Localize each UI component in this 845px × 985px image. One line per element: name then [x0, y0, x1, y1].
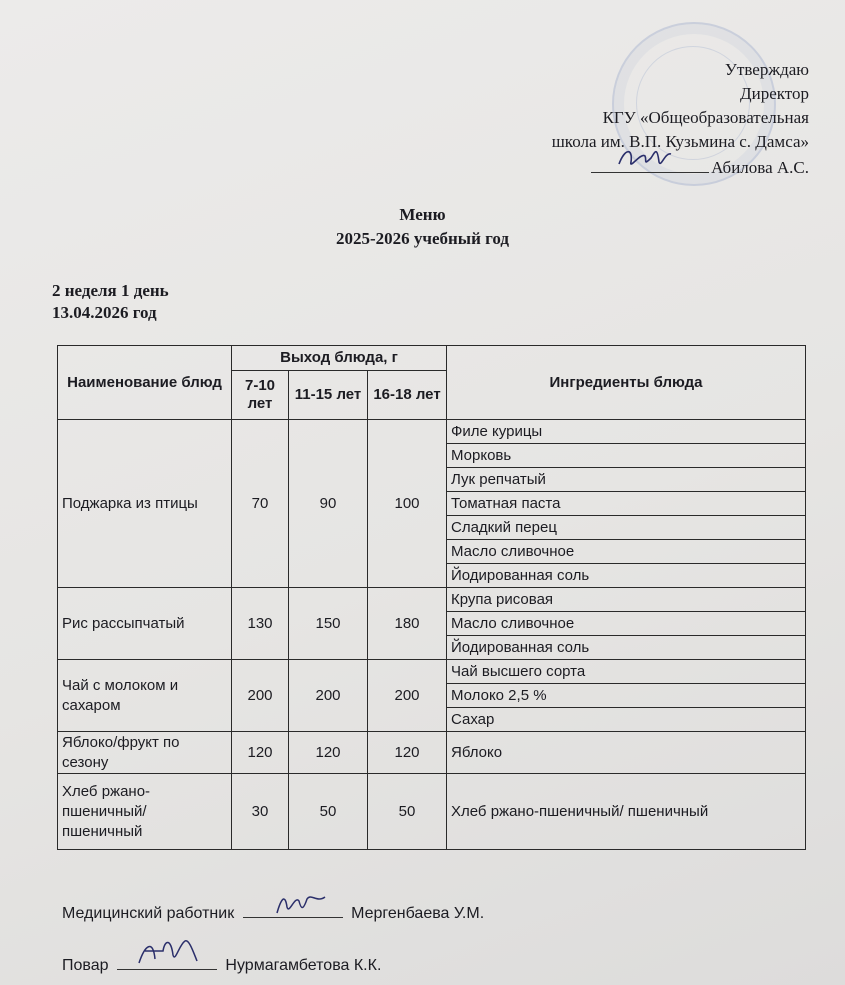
cook-signature: [135, 933, 205, 967]
dish-output-11-15: 150: [289, 588, 368, 660]
ingredient: Сахар: [447, 708, 806, 732]
menu-table: [57, 345, 806, 850]
ingredient: Йодированная соль: [447, 636, 806, 660]
medic-signature-row: [62, 903, 484, 923]
dish-output-7-10: 200: [232, 660, 289, 732]
ingredient: Морковь: [447, 444, 806, 468]
director-name: Абилова А.С.: [711, 158, 809, 177]
dish-output-16-18: 200: [368, 660, 447, 732]
header-output: Выход блюда, г: [232, 346, 447, 371]
week-day: 2 неделя 1 день: [52, 281, 169, 300]
medic-signature: [273, 889, 333, 917]
dish-output-16-18: 180: [368, 588, 447, 660]
menu-date: 13.04.2026 год: [52, 303, 157, 322]
menu-title: Меню: [399, 205, 446, 224]
ingredient: Масло сливочное: [447, 612, 806, 636]
approval-line-2: Директор: [740, 84, 809, 103]
director-signature-row: [552, 154, 809, 180]
header-age-16-18: 16-18 лет: [368, 371, 447, 420]
ingredient: Масло сливочное: [447, 540, 806, 564]
ingredient: Лук репчатый: [447, 468, 806, 492]
medic-name: Мергенбаева У.М.: [351, 905, 485, 922]
week-info: [52, 280, 169, 324]
header-age-11-15: 11-15 лет: [289, 371, 368, 420]
school-year: 2025-2026 учебный год: [335, 229, 510, 248]
cook-signature-row: [62, 955, 381, 975]
approval-line-3: КГУ «Общеобразовательная: [602, 108, 809, 127]
cook-signature-line: [117, 955, 217, 970]
ingredient: Томатная паста: [447, 492, 806, 516]
medic-signature-line: [243, 903, 343, 918]
director-signature: [615, 142, 675, 172]
dish-output-11-15: 200: [289, 660, 368, 732]
ingredient: Йодированная соль: [447, 564, 806, 588]
medic-label: Медицинский работник: [62, 905, 235, 922]
dish-output-16-18: 50: [368, 774, 447, 850]
dish-output-11-15: 120: [289, 732, 368, 774]
ingredient: Молоко 2,5 %: [447, 684, 806, 708]
dish-output-11-15: 90: [289, 420, 368, 588]
ingredient: Сладкий перец: [447, 516, 806, 540]
approval-line-1: Утверждаю: [724, 60, 809, 79]
dish-output-16-18: 100: [368, 420, 447, 588]
director-signature-line: [591, 154, 709, 173]
dish-output-7-10: 30: [232, 774, 289, 850]
dish-output-7-10: 130: [232, 588, 289, 660]
dish-name: Рис рассыпчатый: [58, 588, 232, 660]
header-dish-name: Наименование блюд: [58, 346, 232, 420]
ingredient: Чай высшего сорта: [447, 660, 806, 684]
dish-output-11-15: 50: [289, 774, 368, 850]
ingredient: Крупа рисовая: [447, 588, 806, 612]
ingredient: Хлеб ржано-пшеничный/ пшеничный: [447, 774, 806, 850]
ingredient: Филе курицы: [447, 420, 806, 444]
dish-output-16-18: 120: [368, 732, 447, 774]
cook-label: Повар: [62, 957, 109, 974]
cook-name: Нурмагамбетова К.К.: [225, 957, 382, 974]
dish-name: Поджарка из птицы: [58, 420, 232, 588]
ingredient: Яблоко: [447, 732, 806, 774]
approval-block: [552, 58, 809, 180]
dish-name: Яблоко/фрукт по сезону: [58, 732, 232, 774]
header-ingredients: Ингредиенты блюда: [447, 346, 806, 420]
dish-name: Хлеб ржано-пшеничный/ пшеничный: [58, 774, 232, 850]
approval-line-4: школа им. В.П. Кузьмина с. Дамса»: [551, 132, 809, 151]
dish-name: Чай с молоком и сахаром: [58, 660, 232, 732]
dish-output-7-10: 70: [232, 420, 289, 588]
header-age-7-10: 7-10 лет: [232, 371, 289, 420]
dish-output-7-10: 120: [232, 732, 289, 774]
